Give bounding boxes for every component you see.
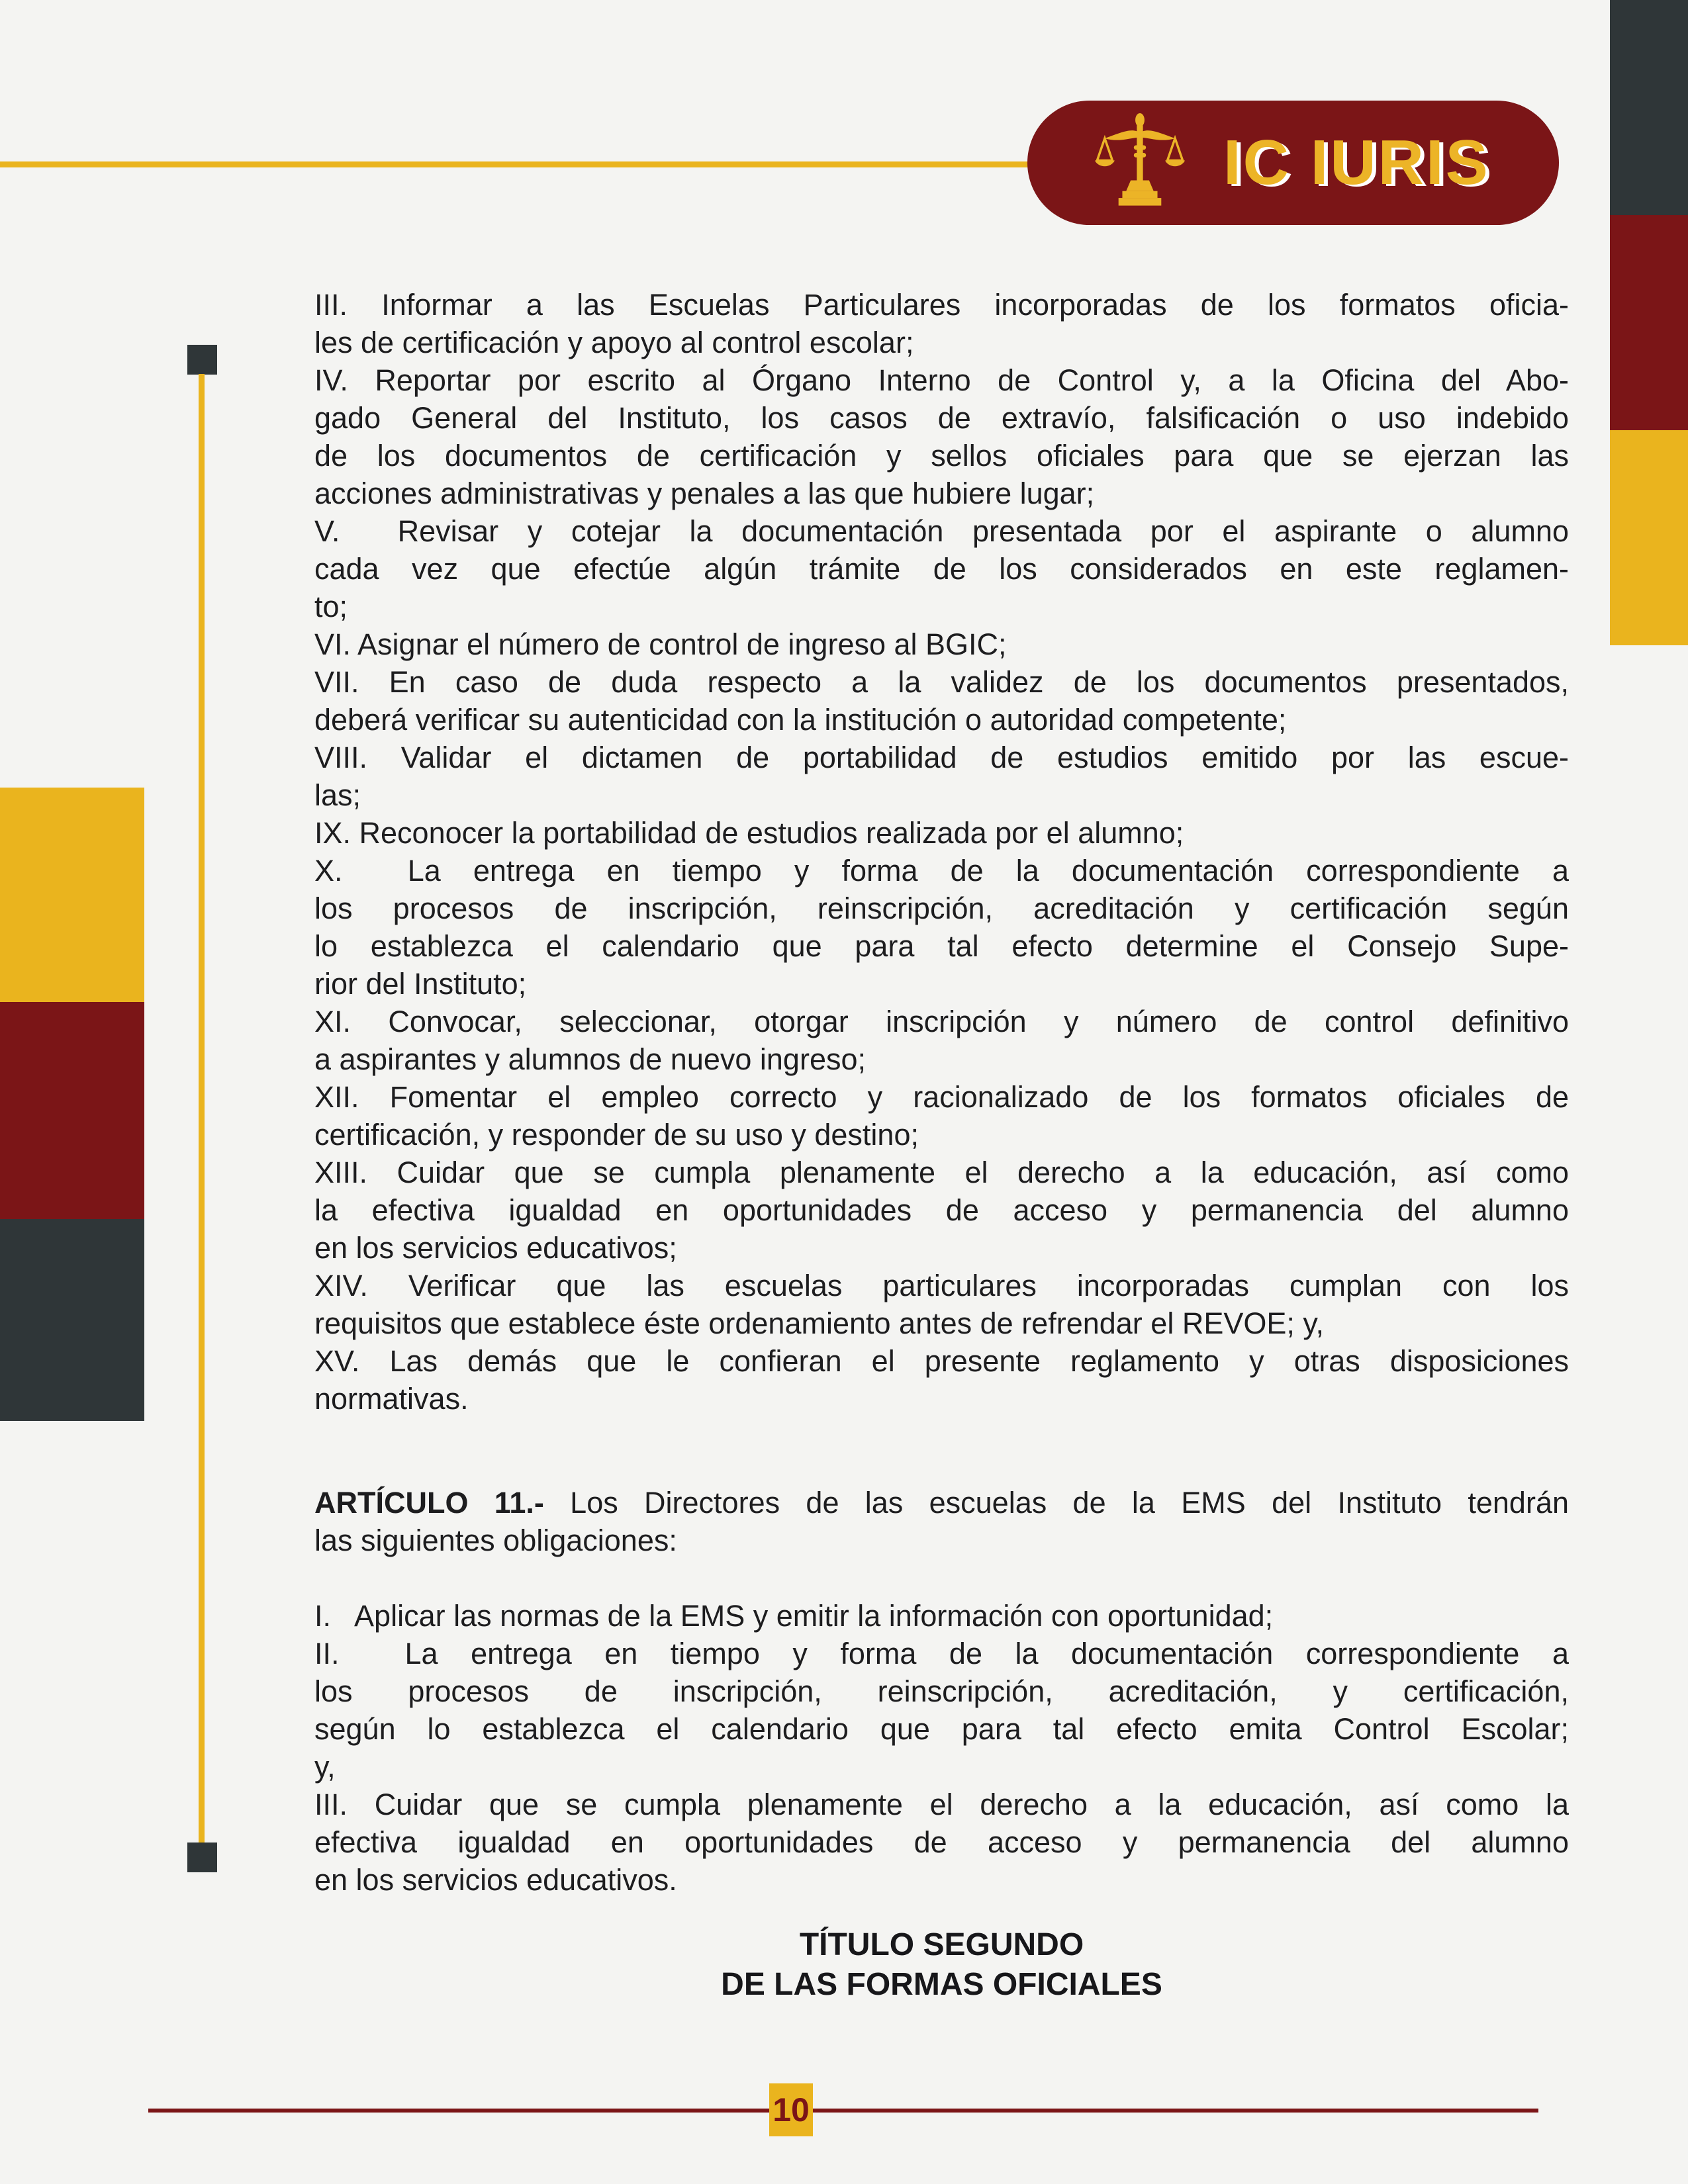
logo-text: IC IURIS bbox=[1223, 127, 1490, 198]
body-line: certificación, y responder de su uso y destino; bbox=[314, 1118, 919, 1152]
body-line: rior del Instituto; bbox=[314, 967, 527, 1001]
body-line: cada vez que efectúe algún trámite de los considerados en este reglamen- bbox=[314, 552, 1569, 586]
body-line: las; bbox=[314, 778, 361, 812]
body-line: to; bbox=[314, 590, 348, 623]
body-line: XIII. Cuidar que se cumpla plenamente el derecho a la educación, así como bbox=[314, 1156, 1569, 1189]
body-line: las siguientes obligaciones: bbox=[314, 1524, 677, 1557]
body-line: deberá verificar su autenticidad con la institución o autoridad competente; bbox=[314, 703, 1287, 737]
body-line: XII. Fomentar el empleo correcto y racionalizado de los formatos oficiales de bbox=[314, 1080, 1569, 1114]
body-line: efectiva igualdad en oportunidades de acceso y permanencia del alumno bbox=[314, 1825, 1569, 1859]
body-line: los procesos de inscripción, reinscripción, acreditación, y certificación, bbox=[314, 1674, 1569, 1708]
page-number: 10 bbox=[773, 2091, 810, 2128]
body-line: IX. Reconocer la portabilidad de estudios realizada por el alumno; bbox=[314, 816, 1184, 850]
body-line: IV. Reportar por escrito al Órgano Interno de Control y, a la Oficina del Abo- bbox=[314, 363, 1569, 397]
body-line: gado General del Instituto, los casos de extravío, falsificación o uso indebido bbox=[314, 401, 1569, 435]
body-line: VI. Asignar el número de control de ingreso al BGIC; bbox=[314, 627, 1007, 661]
right-accent-block-maroon bbox=[1610, 215, 1688, 430]
body-line: ARTÍCULO 11.- Los Directores de las escuelas de la EMS del Instituto tendrán bbox=[314, 1486, 1569, 1520]
body-line: XV. Las demás que le confieran el presente reglamento y otras disposiciones bbox=[314, 1344, 1569, 1378]
page-number-badge bbox=[769, 2083, 813, 2136]
paragraph-spacer bbox=[314, 1418, 1569, 1484]
body-line: y, bbox=[314, 1750, 336, 1784]
body-line: según lo establezca el calendario que para tal efecto emita Control Escolar; bbox=[314, 1712, 1569, 1746]
body-line: XIV. Verificar que las escuelas particulares incorporadas cumplan con los bbox=[314, 1269, 1569, 1302]
body-line: normativas. bbox=[314, 1382, 469, 1416]
body-line: III. Cuidar que se cumpla plenamente el derecho a la educación, así como la bbox=[314, 1788, 1569, 1821]
body-line: VIII. Validar el dictamen de portabilidad de estudios emitido por las escue- bbox=[314, 741, 1569, 774]
footer-maroon-rule bbox=[148, 2109, 1538, 2113]
logo-badge bbox=[1027, 101, 1559, 225]
header-yellow-rule bbox=[0, 161, 1039, 167]
scales-of-justice-icon bbox=[1087, 113, 1193, 212]
body-line: V. Revisar y cotejar la documentación presentada por el aspirante o alumno bbox=[314, 514, 1569, 548]
body-line: lo establezca el calendario que para tal efecto determine el Consejo Supe- bbox=[314, 929, 1569, 963]
body-line: X. La entrega en tiempo y forma de la documentación correspondiente a bbox=[314, 854, 1569, 887]
body-line: III. Informar a las Escuelas Particulares incorporadas de los formatos oficia- bbox=[314, 288, 1569, 322]
body-line: XI. Convocar, seleccionar, otorgar inscripción y número de control definitivo bbox=[314, 1005, 1569, 1038]
article-label: ARTÍCULO 11.- bbox=[314, 1486, 544, 1520]
body-line: requisitos que establece éste ordenamiento antes de refrendar el REVOE; y, bbox=[314, 1306, 1325, 1340]
paragraph-spacer bbox=[314, 1559, 1569, 1597]
body-line: VII. En caso de duda respecto a la validez de los documentos presentados, bbox=[314, 665, 1569, 699]
body-line: I. Aplicar las normas de la EMS y emitir la información con oportunidad; bbox=[314, 1599, 1274, 1633]
left-accent-block-charcoal bbox=[0, 1219, 144, 1421]
body-text bbox=[314, 286, 1569, 2005]
body-line: la efectiva igualdad en oportunidades de acceso y permanencia del alumno bbox=[314, 1193, 1569, 1227]
body-line: en los servicios educativos; bbox=[314, 1231, 677, 1265]
left-accent-square-top bbox=[187, 345, 217, 375]
right-accent-block-yellow bbox=[1610, 430, 1688, 645]
body-line: les de certificación y apoyo al control escolar; bbox=[314, 326, 914, 359]
section-title-line2: DE LAS FORMAS OFICIALES bbox=[721, 1967, 1162, 2002]
section-title-line1: TÍTULO SEGUNDO bbox=[799, 1927, 1084, 1962]
body-line: a aspirantes y alumnos de nuevo ingreso; bbox=[314, 1042, 867, 1076]
left-accent-vertical-rule bbox=[199, 374, 205, 1843]
body-line: los procesos de inscripción, reinscripción, acreditación y certificación según bbox=[314, 891, 1569, 925]
body-line: acciones administrativas y penales a las que hubiere lugar; bbox=[314, 477, 1095, 510]
body-line: de los documentos de certificación y sellos oficiales para que se ejerzan las bbox=[314, 439, 1569, 473]
body-line: II. La entrega en tiempo y forma de la documentación correspondiente a bbox=[314, 1637, 1569, 1670]
left-accent-square-bottom bbox=[187, 1843, 217, 1872]
left-accent-block-yellow bbox=[0, 788, 144, 1002]
right-accent-block-charcoal bbox=[1610, 0, 1688, 215]
left-accent-block-maroon bbox=[0, 1002, 144, 1219]
body-line: en los servicios educativos. bbox=[314, 1863, 677, 1897]
section-title bbox=[314, 1925, 1569, 2005]
